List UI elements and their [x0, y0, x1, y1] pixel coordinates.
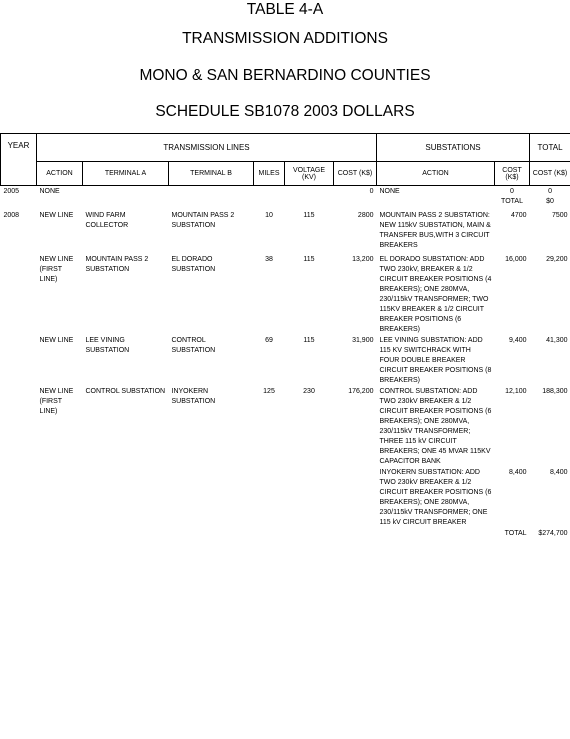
cell-terminal-b	[169, 186, 254, 211]
header-total-cost: COST (K$)	[530, 162, 570, 186]
cell-total: 7500	[551, 212, 568, 219]
cell-terminal-a: LEE VINING SUBSTATION	[85, 337, 130, 354]
sub-cost-note: TOTAL	[501, 198, 523, 205]
grand-total-value: $274,700	[538, 530, 568, 537]
cell-sub-cost: 9,400	[508, 337, 527, 344]
header-row-columns	[1, 162, 570, 186]
cell-action: NEW LINE (FIRST LINE)	[39, 256, 74, 283]
cell-sub-cost: 16,000	[505, 256, 527, 263]
cell-cost: 2800	[357, 212, 374, 219]
cell-miles: 38	[265, 256, 273, 263]
grand-total-label: TOTAL	[504, 530, 527, 537]
table-row	[1, 335, 570, 386]
cell-action: NEW LINE	[39, 337, 74, 344]
cell-terminal-a	[83, 467, 169, 528]
cell-action: NEW LINE (FIRST LINE)	[39, 388, 74, 415]
table-row	[1, 467, 570, 528]
cell-sub-cost: 8,400	[508, 469, 527, 476]
cell-cost: 0	[369, 188, 374, 195]
table-row	[1, 210, 570, 254]
cell-terminal-a: CONTROL SUBSTATION	[85, 388, 166, 395]
table-row	[1, 254, 570, 335]
cell-total: 41,300	[546, 337, 568, 344]
cell-terminal-b	[169, 467, 254, 528]
header-sub-cost: COST (K$)	[495, 162, 530, 186]
cell-total: 188,300	[542, 388, 568, 395]
total-value: 0	[548, 188, 552, 195]
sub-cost-value: 0	[510, 188, 514, 195]
header-voltage: VOLTAGE (KV)	[285, 162, 334, 186]
cell-voltage	[285, 186, 334, 211]
header-substations: SUBSTATIONS	[377, 134, 530, 162]
cell-terminal-b: CONTROL SUBSTATION	[171, 337, 216, 354]
cell-voltage: 115	[303, 337, 315, 344]
cell-terminal-a	[83, 186, 169, 211]
header-transmission-lines: TRANSMISSION LINES	[37, 134, 377, 162]
header-total: TOTAL	[530, 134, 570, 162]
cell-miles: 125	[263, 388, 275, 395]
cell-year	[1, 335, 37, 386]
cell-miles: 69	[265, 337, 273, 344]
cell-action	[37, 467, 83, 528]
cell-cost: 176,200	[348, 388, 374, 395]
cell-voltage: 115	[303, 212, 315, 219]
cell-sub-cost: 12,100	[505, 388, 527, 395]
cell-year	[1, 467, 37, 528]
cell-miles	[254, 467, 285, 528]
cell-cost: 31,900	[352, 337, 374, 344]
header-action: ACTION	[37, 162, 83, 186]
cell-sub-action: CONTROL SUBSTATION: ADD TWO 230kV BREAKER & 1/2 CIRCUIT BREAKER POSITIONS (6 BREAKERS); ONE 280MVA, 230/115kV TRANSFORMER; THREE 115 kV CIRCUIT BREAKERS; ONE 45 MVAR 115KV CAPACITOR BANK	[379, 388, 492, 465]
header-cost: COST (K$)	[334, 162, 377, 186]
cell-sub-cost	[495, 186, 530, 211]
cell-sub-action: INYOKERN SUBSTATION: ADD TWO 230kV BREAKER & 1/2 CIRCUIT BREAKER POSITIONS (6 BREAKERS); ONE 280MVA, 230/115kV TRANSFORMER; ONE 115 kV CIRCUIT BREAKER	[379, 469, 492, 526]
cell-miles: 10	[265, 212, 273, 219]
cell-total: 8,400	[549, 469, 568, 476]
cell-year	[1, 386, 37, 467]
cell-voltage: 115	[303, 256, 315, 263]
header-miles: MILES	[254, 162, 285, 186]
header-year: YEAR	[1, 134, 37, 186]
cell-miles	[254, 186, 285, 211]
table-subtitle-schedule: SCHEDULE SB1078 2003 DOLLARS	[155, 103, 415, 120]
cell-terminal-a: MOUNTAIN PASS 2 SUBSTATION	[85, 256, 149, 273]
cell-cost: 13,200	[352, 256, 374, 263]
cell-sub-action: NONE	[379, 188, 400, 195]
cell-year: 2008	[3, 212, 20, 219]
cell-sub-action: LEE VINING SUBSTATION: ADD 115 KV SWITCHRACK WITH FOUR DOUBLE BREAKER CIRCUIT BREAKER POSITIONS (8 BREAKERS)	[379, 337, 492, 384]
cell-terminal-a: WIND FARM COLLECTOR	[85, 212, 129, 229]
cell-sub-action: EL DORADO SUBSTATION: ADD TWO 230kV, BREAKER & 1/2 CIRCUIT BREAKER POSITIONS (4 BREAKERS); ONE 280MVA, 230/115kV TRANSFORMER; TWO 115KV BREAKER & 1/2 CIRCUIT BREAKER POSITIONS (6 BREAKERS)	[379, 256, 492, 333]
cell-voltage: 230	[303, 388, 315, 395]
cell-total	[530, 186, 570, 211]
table-row	[1, 386, 570, 467]
grand-total-row	[1, 528, 570, 539]
cell-terminal-b: EL DORADO SUBSTATION	[171, 256, 216, 273]
cell-year: 2005	[3, 188, 20, 195]
total-note: $0	[546, 198, 554, 205]
cell-sub-action: MOUNTAIN PASS 2 SUBSTATION: NEW 115kV SUBSTATION, MAIN & TRANSFER BUS,WITH 3 CIRCUIT BREAKERS	[379, 212, 491, 249]
table-title: TRANSMISSION ADDITIONS	[182, 30, 388, 47]
cell-terminal-b: MOUNTAIN PASS 2 SUBSTATION	[171, 212, 235, 229]
cell-total: 29,200	[546, 256, 568, 263]
header-terminal-b: TERMINAL B	[169, 162, 254, 186]
cell-sub-cost: 4700	[510, 212, 527, 219]
cell-terminal-b: INYOKERN SUBSTATION	[171, 388, 216, 405]
header-sub-action: ACTION	[377, 162, 495, 186]
cell-voltage	[285, 467, 334, 528]
header-row-group	[1, 134, 570, 162]
transmission-schedule-table	[0, 133, 570, 539]
table-number: TABLE 4-A	[246, 1, 324, 18]
cell-cost	[334, 467, 377, 528]
cell-action: NEW LINE	[39, 212, 74, 219]
header-terminal-a: TERMINAL A	[83, 162, 169, 186]
table-row	[1, 186, 570, 211]
cell-year	[1, 254, 37, 335]
table-subtitle-counties: MONO & SAN BERNARDINO COUNTIES	[139, 67, 431, 84]
cell-action: NONE	[39, 188, 60, 195]
